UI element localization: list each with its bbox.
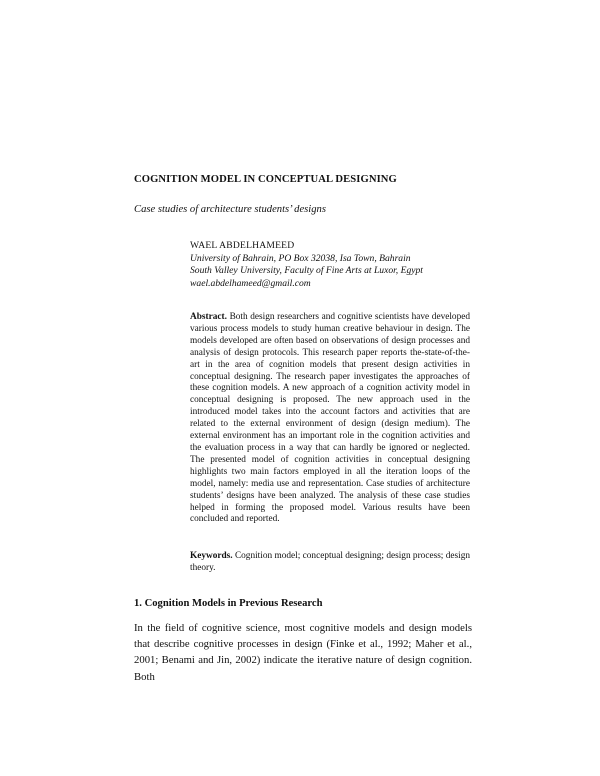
author-affiliation-2: South Valley University, Faculty of Fine Arts at Luxor, Egypt bbox=[190, 265, 423, 277]
author-affiliation-1: University of Bahrain, PO Box 32038, Isa Town, Bahrain bbox=[190, 252, 411, 264]
abstract-label: Abstract. bbox=[190, 312, 227, 322]
author-block bbox=[190, 240, 470, 290]
section-heading: 1. Cognition Models in Previous Research bbox=[134, 598, 323, 609]
author-email: wael.abdelhameed@gmail.com bbox=[190, 277, 311, 289]
keywords-label: Keywords. bbox=[190, 551, 233, 561]
abstract-text: Both design researchers and cognitive scientists have developed various process models to study human creative behaviour in design. The models developed are often based on observations of design processes and analysis of design protocols. This research paper reports the-state-of-the-art in the area of cognition models that present design activities in conceptual designing. The research paper investigates the approaches of these cognition models. A new approach of a cognition activity model in conceptual designing is proposed. The new approach used in the introduced model takes into the account factors and activities that are related to the external environment of design (design medium). The external environment has an important role in the cognition activities and the evaluation process in a way that can hardly be ignored or neglected. The presented model of cognition activities in conceptual designing highlights two main factors employed in all the iteration loops of the model, namely: media use and representation. Case studies of architecture students’ designs have been analyzed. The analysis of these case studies helped in forming the proposed model. Various results have been concluded and reported. bbox=[190, 312, 470, 525]
author-name: WAEL ABDELHAMEED bbox=[190, 240, 295, 251]
body-paragraph: In the field of cognitive science, most cognitive models and design models that describe cognitive processes in design (Finke et al., 1992; Maher et al., 2001; Benami and Jin, 2002) indicate the iterative nature of design cognition. Both bbox=[134, 622, 472, 683]
paper-subtitle: Case studies of architecture students’ designs bbox=[134, 204, 326, 215]
paper-title: COGNITION MODEL IN CONCEPTUAL DESIGNING bbox=[134, 174, 397, 185]
keywords-text: Cognition model; conceptual designing; design process; design theory. bbox=[190, 551, 471, 573]
keywords bbox=[190, 550, 470, 574]
abstract bbox=[190, 312, 470, 526]
